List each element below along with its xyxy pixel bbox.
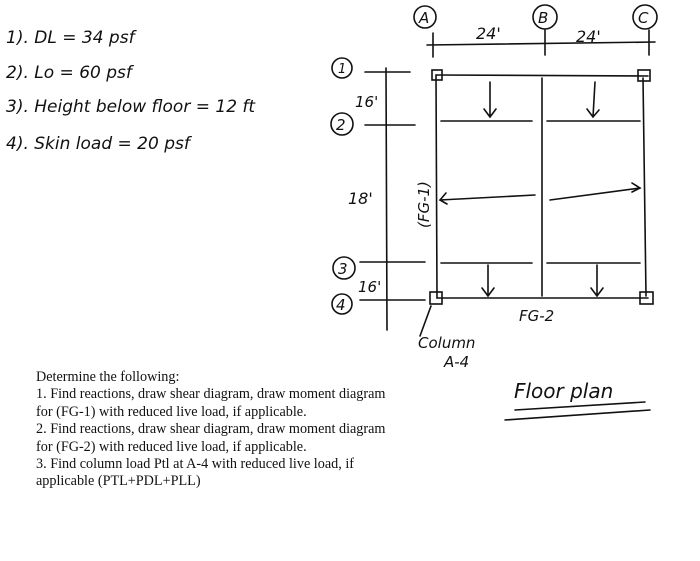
girder-label-fg1: (FG-1) xyxy=(415,181,433,228)
grid-label-3: 3 xyxy=(338,260,348,278)
span-label-34: 16' xyxy=(358,278,382,296)
girder-label-fg2: FG-2 xyxy=(519,307,555,325)
given-num: 3). xyxy=(6,97,29,117)
down-arrow-1 xyxy=(484,82,496,117)
column-leader xyxy=(420,306,431,336)
grid-label-a: A xyxy=(419,9,430,27)
span-label-bc: 24' xyxy=(576,27,601,46)
arrowhead-right xyxy=(632,183,640,192)
grid-label-4: 4 xyxy=(336,296,346,314)
girder-fg1 xyxy=(436,75,437,298)
problem-heading: Determine the following: xyxy=(36,369,180,385)
column-label-line1: Column xyxy=(418,334,476,352)
given-text: Height below floor = 12 ft xyxy=(34,97,256,117)
grid-label-b: B xyxy=(538,9,549,27)
span-arrow-bc xyxy=(550,188,640,200)
grid-label-2: 2 xyxy=(336,116,346,134)
title-underline-2 xyxy=(505,410,650,420)
given-text: DL = 34 psf xyxy=(34,28,135,48)
arrowhead-left xyxy=(440,193,447,204)
problem-item-2: 2. Find reactions, draw shear diagram, draw moment diagram for (FG-2) with reduced live load, if applicable. xyxy=(36,421,386,455)
given-text: Lo = 60 psf xyxy=(34,63,132,83)
down-arrow-3 xyxy=(482,265,494,296)
girder-line-c xyxy=(643,78,646,296)
top-dimension-line xyxy=(427,42,655,45)
grid-label-1: 1 xyxy=(338,62,347,77)
title-underline-1 xyxy=(515,402,645,410)
given-num: 2). xyxy=(6,63,29,83)
down-arrow-2 xyxy=(587,82,599,117)
plan-title: Floor plan xyxy=(514,379,614,403)
given-text: Skin load = 20 psf xyxy=(34,134,190,154)
span-label-ab: 24' xyxy=(476,24,501,43)
grid-label-c: C xyxy=(638,9,649,27)
given-num: 1). xyxy=(6,28,29,48)
span-label-12: 16' xyxy=(355,93,379,111)
problem-item-1: 1. Find reactions, draw shear diagram, draw moment diagram for (FG-1) with reduced live load, if applicable. xyxy=(36,386,386,420)
column-label-line2: A-4 xyxy=(444,353,470,371)
girder-line-1 xyxy=(436,75,648,76)
left-dimension-line xyxy=(386,68,387,330)
span-label-23: 18' xyxy=(348,189,373,208)
problem-statement xyxy=(36,369,396,491)
given-num: 4). xyxy=(6,134,29,154)
span-arrow-ab xyxy=(440,195,535,200)
plan-geometry xyxy=(331,5,657,420)
problem-item-3: 3. Find column load Ptl at A-4 with reduced live load, if applicable (PTL+PDL+PLL) xyxy=(36,456,354,490)
down-arrow-4 xyxy=(591,265,603,296)
